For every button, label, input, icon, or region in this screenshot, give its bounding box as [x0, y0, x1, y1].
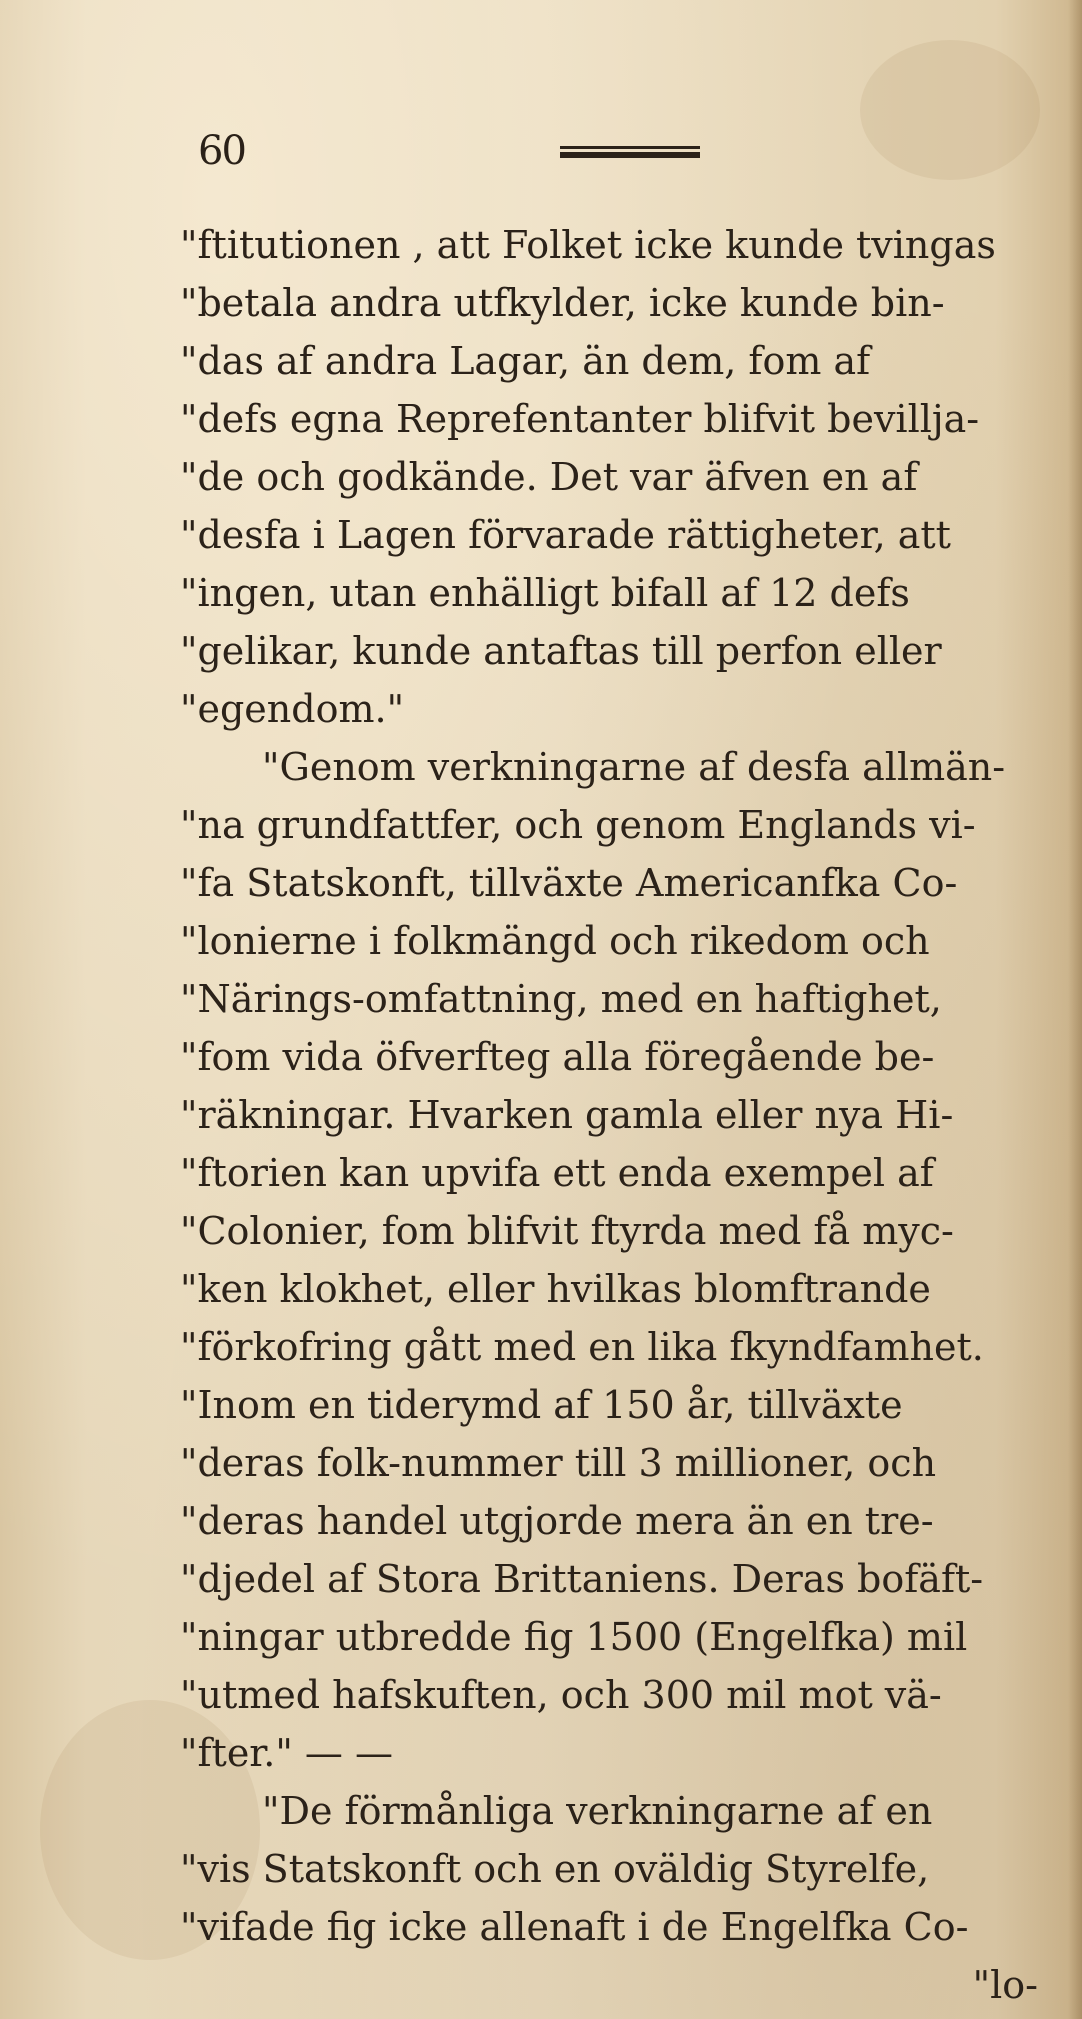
- text-line: "betala andra utfkylder, icke kunde bin-: [180, 281, 945, 325]
- text-line: "ingen, utan enhälligt bifall af 12 defs: [180, 571, 910, 615]
- page-edge-shadow: [1068, 0, 1082, 2019]
- text-line: "Inom en tiderymd af 150 år, tillväxte: [180, 1383, 903, 1427]
- text-line: "förkofring gått med en lika fkyndfamhet.: [180, 1325, 984, 1369]
- text-line: "deras handel utgjorde mera än en tre-: [180, 1499, 934, 1543]
- text-line: "Colonier, fom blifvit ftyrda med få myc-: [180, 1209, 954, 1253]
- text-line: "vifade fig icke allenaft i de Engelfka Co-: [180, 1905, 969, 1949]
- text-line: "deras folk-nummer till 3 millioner, och: [180, 1441, 937, 1485]
- paragraph-start-line: "Genom verkningarne af desfa allmän-: [262, 745, 1006, 789]
- text-line: "djedel af Stora Brittaniens. Deras bofäft-: [180, 1557, 984, 1601]
- catchword: "lo-: [972, 1963, 1038, 2007]
- text-line: "gelikar, kunde antaftas till perfon eller: [180, 629, 942, 673]
- header-rule: [560, 146, 700, 160]
- text-line: "ningar utbredde fig 1500 (Engelfka) mil: [180, 1615, 968, 1659]
- paper-stain: [860, 40, 1040, 180]
- text-line: "ken klokhet, eller hvilkas blomftrande: [180, 1267, 931, 1311]
- text-line: "egendom.": [180, 687, 405, 731]
- text-line: "lonierne i folkmängd och rikedom och: [180, 919, 930, 963]
- text-line: "utmed hafskuften, och 300 mil mot vä-: [180, 1673, 942, 1717]
- text-line: "de och godkände. Det var äfven en af: [180, 455, 918, 499]
- text-line: "na grundfattfer, och genom Englands vi-: [180, 803, 976, 847]
- text-line: "ftitutionen , att Folket icke kunde tvingas: [180, 223, 996, 267]
- text-line: "ftorien kan upvifa ett enda exempel af: [180, 1151, 934, 1195]
- text-line: "fter." — —: [180, 1731, 394, 1775]
- body-text: [180, 216, 1060, 2014]
- text-line: "desfa i Lagen förvarade rättigheter, att: [180, 513, 951, 557]
- text-line: "fa Statskonft, tillväxte Americanfka Co-: [180, 861, 958, 905]
- text-line: "Närings-omfattning, med en haftighet,: [180, 977, 942, 1021]
- text-line: "fom vida öfverfteg alla föregående be-: [180, 1035, 935, 1079]
- page-number: 60: [198, 128, 245, 174]
- text-line: "räkningar. Hvarken gamla eller nya Hi-: [180, 1093, 954, 1137]
- text-line: "vis Statskonft och en oväldig Styrelfe,: [180, 1847, 930, 1891]
- text-line: "defs egna Reprefentanter blifvit bevillja-: [180, 397, 980, 441]
- paragraph-start-line: "De förmånliga verkningarne af en: [262, 1789, 933, 1833]
- text-line: "das af andra Lagar, än dem, fom af: [180, 339, 871, 383]
